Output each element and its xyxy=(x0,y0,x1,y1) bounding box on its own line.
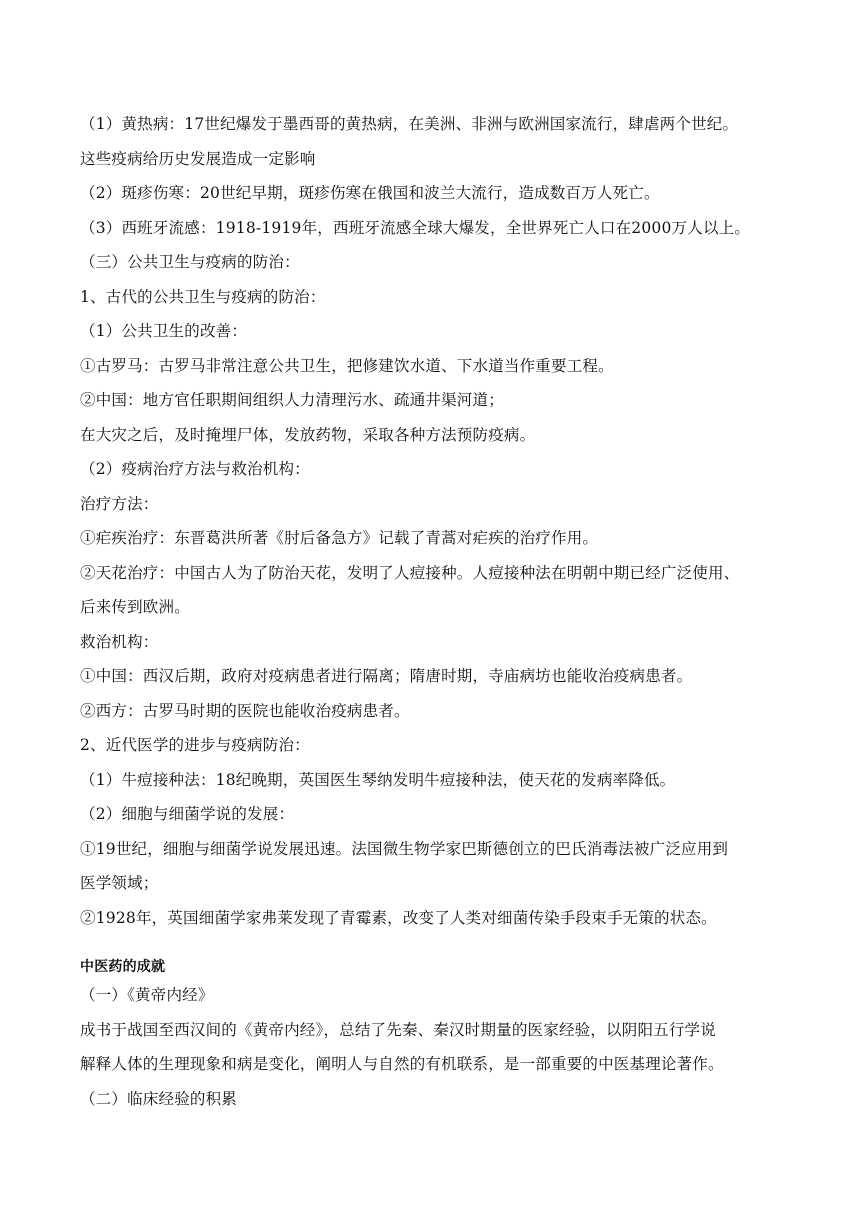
subheading-treatment: （2）疫病治疗方法与救治机构： xyxy=(80,460,310,478)
paragraph-continuation: 医学领域； xyxy=(80,874,159,892)
paragraph-rome: ①古罗马：古罗马非常注意公共卫生，把修建饮水道、下水道当作重要工程。 xyxy=(80,356,614,375)
paragraph-typhus: （2）斑疹伤寒：20世纪早期，斑疹伤寒在俄国和波兰大流行，造成数百万人死亡。 xyxy=(80,184,660,202)
paragraph-pasteur: ①19世纪，细胞与细菌学说发展迅速。法国微生物学家巴斯德创立的巴氏消毒法被广泛应用到 xyxy=(80,839,729,858)
section-heading: 中医药的成就 xyxy=(80,959,166,975)
subheading-public-health: （三）公共卫生与疫病的防治： xyxy=(80,253,300,271)
subheading-cell-theory: （2）细胞与细菌学说的发展： xyxy=(80,805,295,823)
paragraph-huangdi: 成书于战国至西汉间的《黄帝内经》，总结了先秦、秦汉时期量的医家经验，以阴阳五行学说 xyxy=(80,1020,716,1039)
paragraph-continuation: 后来传到欧洲。 xyxy=(80,598,190,616)
subheading-huangdi: （一）《黄帝内经》 xyxy=(80,986,214,1004)
paragraph-malaria: ①疟疾治疗：东晋葛洪所著《肘后备急方》记载了青蒿对疟疾的治疗作用。 xyxy=(80,529,599,547)
paragraph-yellow-fever: （1）黄热病：17世纪爆发于墨西哥的黄热病，在美洲、非洲与欧洲国家流行，肆虐两个世纪。 xyxy=(80,115,739,133)
paragraph-continuation: 解释人体的生理现象和病是变化，阐明人与自然的有机联系，是一部重要的中医基理论著作。 xyxy=(80,1055,724,1073)
paragraph-after-disaster: 在大灾之后，及时掩埋尸体，发放药物，采取各种方法预防疫病。 xyxy=(80,425,536,444)
document-body xyxy=(80,107,785,1116)
section-tcm xyxy=(80,956,785,1116)
subheading-improvement: （1）公共卫生的改善： xyxy=(80,322,248,340)
paragraph-china-institutions: ①中国：西汉后期，政府对疫病患者进行隔离；隋唐时期，寺庙病坊也能收治疫病患者。 xyxy=(80,667,693,685)
paragraph-penicillin: ②1928年，英国细菌学家弗莱发现了青霉素，改变了人类对细菌传染手段束手无策的状态。 xyxy=(80,908,717,927)
label-institutions: 救治机构： xyxy=(80,632,159,651)
paragraph-west-institutions: ②西方：古罗马时期的医院也能收治疫病患者。 xyxy=(80,701,410,720)
subheading-modern: 2、近代医学的进步与疫病防治： xyxy=(80,736,310,754)
paragraph-vaccination: （1）牛痘接种法：18纪晚期，英国医生琴纳发明牛痘接种法，使天花的发病率降低。 xyxy=(80,770,676,789)
subheading-clinical: （二）临床经验的积累 xyxy=(80,1089,238,1108)
paragraph-smallpox: ②天花治疗：中国古人为了防治天花，发明了人痘接种。人痘接种法在明朝中期已经广泛使用、 xyxy=(80,563,740,582)
paragraph-china: ②中国：地方官任职期间组织人力清理污水、疏通井渠河道； xyxy=(80,391,504,409)
paragraph-continuation: 这些疫病给历史发展造成一定影响 xyxy=(80,149,316,168)
paragraph-spanish-flu: （3）西班牙流感：1918-1919年，西班牙流感全球大爆发，全世界死亡人口在2000万人以上。 xyxy=(80,218,751,237)
subheading-ancient: 1、古代的公共卫生与疫病的防治： xyxy=(80,287,326,306)
label-treatment-methods: 治疗方法： xyxy=(80,494,159,513)
